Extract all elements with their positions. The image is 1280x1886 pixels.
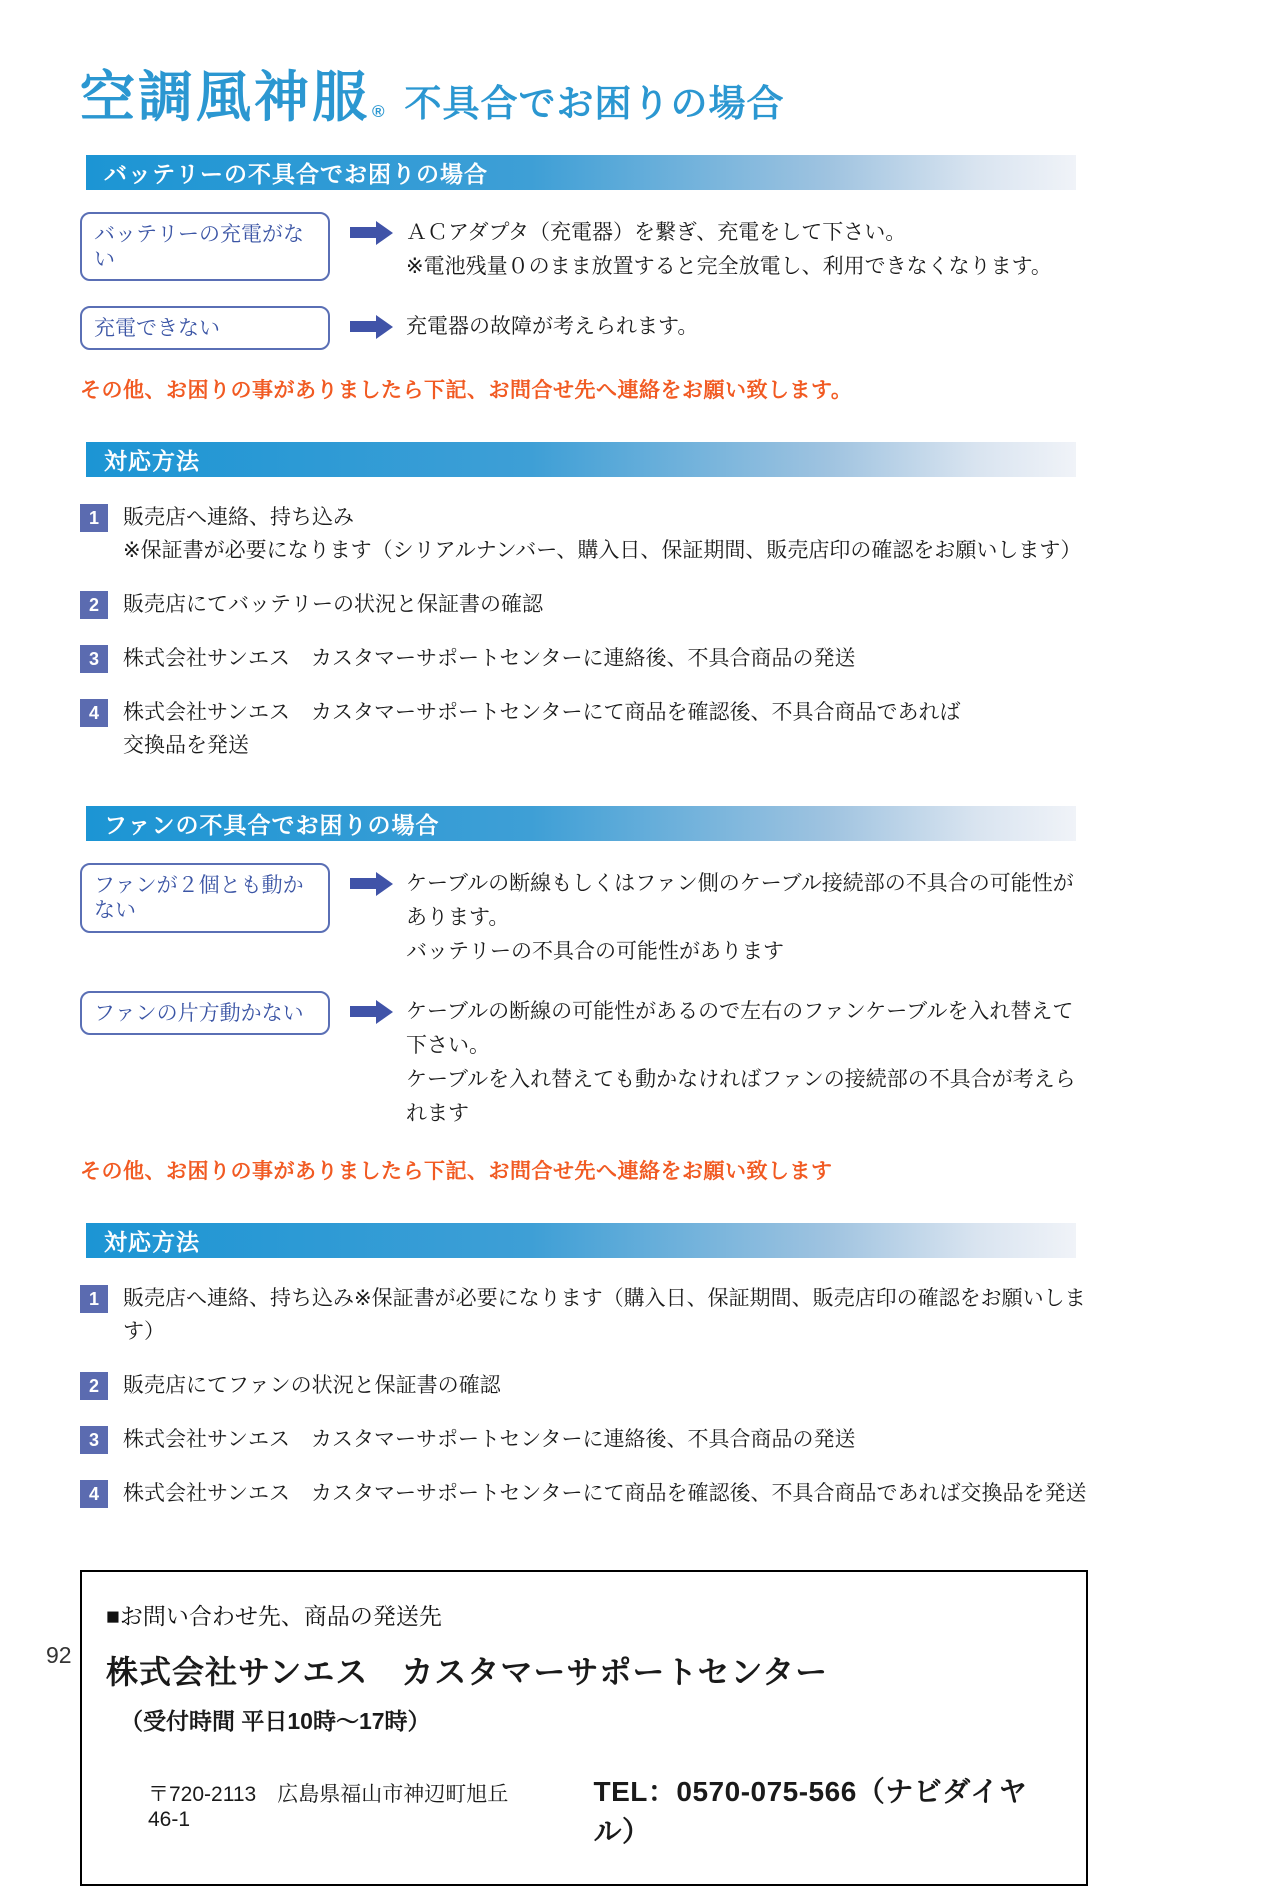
trouble-row-battery-1	[80, 212, 1088, 284]
step-text	[123, 1477, 1086, 1510]
step-number: 2	[80, 1372, 108, 1400]
step-line: ※保証書が必要になります（シリアルナンバー、購入日、保証期間、販売店印の確認をお願いします）	[123, 539, 1082, 563]
step-number: 3	[80, 645, 108, 673]
description-line: 充電器の故障が考えられます。	[406, 315, 699, 338]
step-number: 1	[80, 1285, 108, 1313]
section-header-battery: バッテリーの不具合でお困りの場合	[86, 155, 1076, 190]
step-line: 交換品を発送	[123, 734, 249, 758]
right-arrow-icon	[350, 227, 376, 238]
step-item	[80, 644, 1088, 675]
step-number: 4	[80, 699, 108, 727]
brand-logo-text: 空調風神服	[80, 66, 371, 128]
step-text	[123, 501, 1081, 567]
step-number: 2	[80, 591, 108, 619]
section-header-fan: ファンの不具合でお困りの場合	[86, 806, 1076, 841]
symptom-box: バッテリーの充電がない	[80, 212, 330, 281]
step-number: 3	[80, 1426, 108, 1454]
symptom-description	[406, 212, 1052, 284]
description-line: ※電池残量０のまま放置すると完全放電し、利用できなくなります。	[406, 255, 1052, 278]
step-line: 株式会社サンエス カスタマーサポートセンターに連絡後、不具合商品の発送	[123, 647, 856, 671]
section-header-steps-battery: 対応方法	[86, 442, 1076, 477]
step-item	[80, 1479, 1088, 1510]
step-item	[80, 698, 1088, 762]
step-text	[123, 588, 543, 621]
page-title	[80, 66, 1088, 128]
contact-hours: （受付時間 平日10時～17時）	[120, 1708, 431, 1735]
document-page	[80, 66, 1088, 1886]
step-text	[123, 696, 960, 762]
step-line: 販売店にてバッテリーの状況と保証書の確認	[123, 593, 543, 617]
trouble-row-battery-2	[80, 306, 1088, 350]
symptom-box: 充電できない	[80, 306, 330, 350]
step-text	[123, 642, 855, 675]
description-line: ケーブルの断線もしくはファン側のケーブル接続部の不具合の可能性があります。	[406, 872, 1074, 930]
step-line: 株式会社サンエス カスタマーサポートセンターにて商品を確認後、不具合商品であれば	[123, 701, 961, 725]
page-title-subtitle: 不具合でお困りの場合	[404, 83, 785, 124]
description-line: ケーブルの断線の可能性があるので左右のファンケーブルを入れ替えて下さい。	[406, 1000, 1074, 1058]
contact-note-battery: その他、お困りの事がありましたら下記、お問合せ先へ連絡をお願い致します。	[80, 379, 853, 403]
symptom-description	[406, 306, 698, 344]
step-line: 販売店にてファンの状況と保証書の確認	[123, 1374, 501, 1398]
step-line: 販売店へ連絡、持ち込み※保証書が必要になります（購入日、保証期間、販売店印の確認をお願いします）	[123, 1287, 1086, 1344]
section-header-steps-fan: 対応方法	[86, 1223, 1076, 1258]
symptom-box: ファンの片方動かない	[80, 991, 330, 1035]
step-text	[123, 1369, 501, 1402]
step-number: 1	[80, 504, 108, 532]
symptom-description	[406, 863, 1088, 969]
description-line: ＡＣアダプタ（充電器）を繋ぎ、充電をして下さい。	[406, 221, 907, 244]
contact-address-row	[148, 1770, 1066, 1850]
symptom-box: ファンが２個とも動かない	[80, 863, 330, 932]
step-text	[123, 1282, 1088, 1348]
steps-list-battery	[80, 503, 1088, 762]
step-item	[80, 503, 1088, 567]
step-item	[80, 1425, 1088, 1456]
step-item	[80, 1371, 1088, 1402]
step-line: 販売店へ連絡、持ち込み	[123, 506, 354, 530]
description-line: ケーブルを入れ替えても動かなければファンの接続部の不具合が考えられます	[406, 1068, 1076, 1126]
contact-phone: TEL：0570-075-566（ナビダイヤル）	[593, 1776, 1028, 1848]
description-line: バッテリーの不具合の可能性があります	[406, 940, 784, 964]
right-arrow-icon	[350, 878, 376, 889]
step-number: 4	[80, 1480, 108, 1508]
step-text	[123, 1423, 855, 1456]
page-number: 92	[46, 1642, 72, 1668]
right-arrow-icon	[350, 321, 376, 332]
step-line: 株式会社サンエス カスタマーサポートセンターに連絡後、不具合商品の発送	[123, 1428, 856, 1452]
contact-info-box	[80, 1570, 1088, 1886]
contact-address: 〒720-2113 広島県福山市神辺町旭丘46-1	[148, 1783, 509, 1832]
contact-company-name: 株式会社サンエス カスタマーサポートセンター	[106, 1654, 829, 1691]
step-line: 株式会社サンエス カスタマーサポートセンターにて商品を確認後、不具合商品であれば交換品を発送	[123, 1482, 1087, 1506]
steps-list-fan	[80, 1284, 1088, 1510]
contact-heading: ■お問い合わせ先、商品の発送先	[106, 1603, 442, 1630]
trouble-row-fan-1	[80, 863, 1088, 969]
right-arrow-icon	[350, 1006, 376, 1017]
step-item	[80, 1284, 1088, 1348]
symptom-description	[406, 991, 1088, 1131]
registered-trademark-symbol: ®	[372, 101, 385, 121]
contact-note-fan: その他、お困りの事がありましたら下記、お問合せ先へ連絡をお願い致します	[80, 1160, 833, 1184]
trouble-row-fan-2	[80, 991, 1088, 1131]
step-item	[80, 590, 1088, 621]
